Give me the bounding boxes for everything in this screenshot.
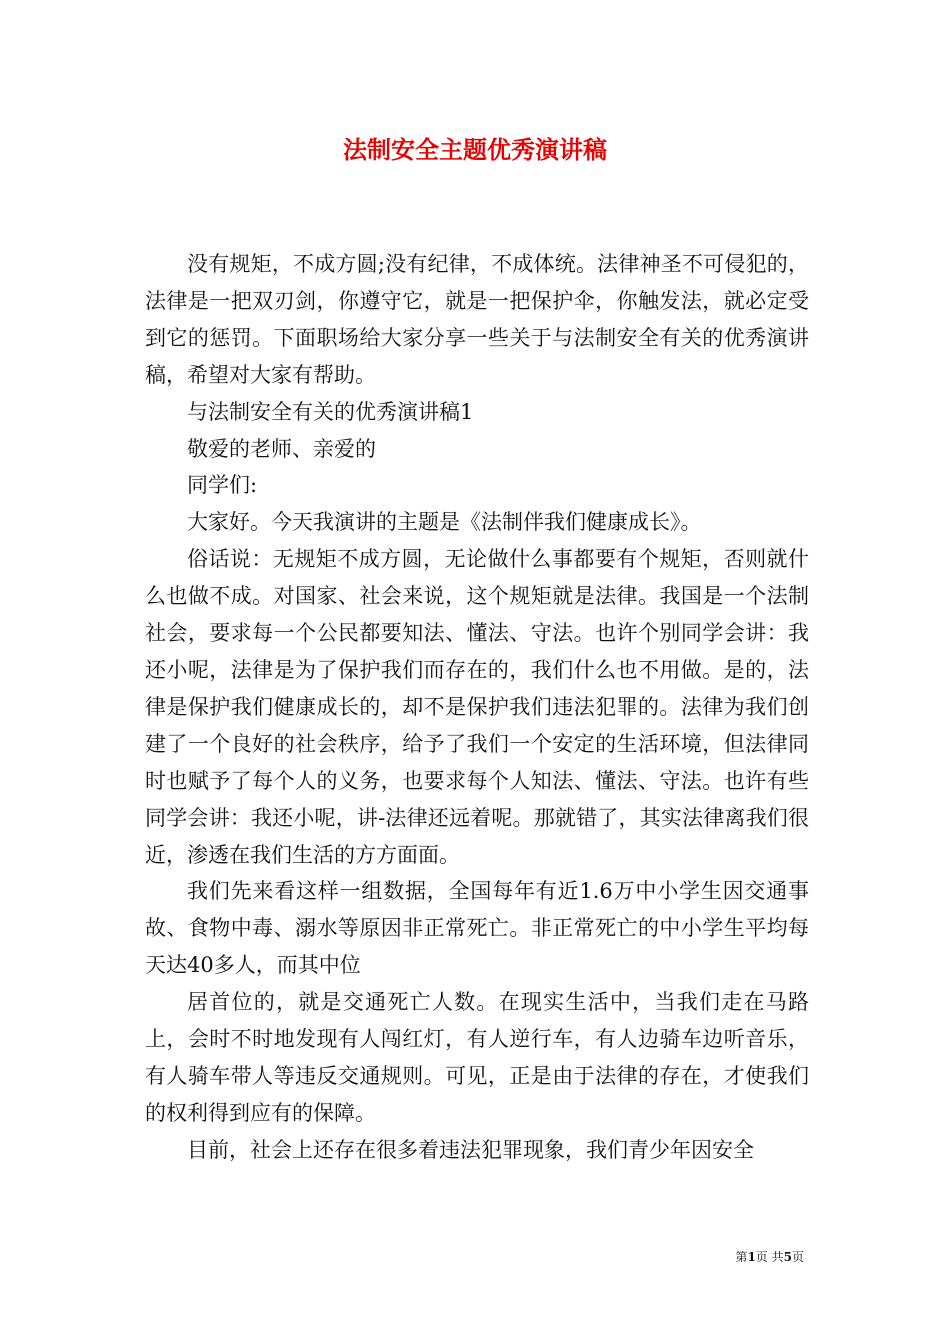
total-page-number: 5 [783, 1250, 792, 1264]
current-page-number: 1 [747, 1250, 756, 1264]
paragraph: 与法制安全有关的优秀演讲稿1 [187, 399, 474, 424]
paragraph: 俗话说：无规矩不成方圆，无论做什么事都要有个规矩，否则就什么也做不成。对国家、社会来说，这个规矩就是法律。我国是一个法制社会，要求每一个公民都要知法、懂法、守法。也许个别同学会讲：我还小呢，法律是为了保护我们而存在的，我们什么也不用做。是的，法律是保护我们健康成长的，却不是保护我们违法犯罪的。法律为我们创建了一个良好的社会秩序，给予了我们一个安定的生活环境，但法律同时也赋予了每个人的义务，也要求每个人知法、懂法、守法。也许有些同学会讲：我还小呢，讲-法律还远着呢。那就错了，其实法律离我们很近，渗透在我们生活的方方面面。 [145, 547, 809, 867]
footer-suffix: 页 [791, 1250, 804, 1264]
footer-prefix: 第 [735, 1250, 748, 1264]
document-body [145, 246, 809, 1169]
paragraph: 居首位的，就是交通死亡人数。在现实生活中，当我们走在马路上，会时不时地发现有人闯红灯，有人逆行车，有人边骑车边听音乐，有人骑车带人等违反交通规则。可见，正是由于法律的存在，才使我们的权利得到应有的保障。 [145, 990, 809, 1125]
page-footer [735, 1249, 804, 1265]
paragraph: 没有规矩，不成方圆;没有纪律，不成体统。法律神圣不可侵犯的，法律是一把双刃剑，你遵守它，就是一把保护伞，你触发法，就必定受到它的惩罚。下面职场给大家分享一些关于与法制安全有关的优秀演讲稿，希望对大家有帮助。 [145, 252, 809, 387]
paragraph: 敬爱的老师、亲爱的 [187, 436, 376, 461]
paragraph: 我们先来看这样一组数据，全国每年有近1.6万中小学生因交通事故、食物中毒、溺水等原因非正常死亡。非正常死亡的中小学生平均每天达40多人，而其中位 [145, 879, 809, 978]
document-title: 法制安全主题优秀演讲稿 [343, 135, 607, 164]
paragraph: 大家好。今天我演讲的主题是《法制伴我们健康成长》。 [187, 510, 702, 535]
paragraph: 同学们: [187, 473, 258, 498]
paragraph: 目前，社会上还存在很多着违法犯罪现象，我们青少年因安全 [187, 1137, 754, 1162]
footer-middle: 页 共 [755, 1250, 784, 1264]
